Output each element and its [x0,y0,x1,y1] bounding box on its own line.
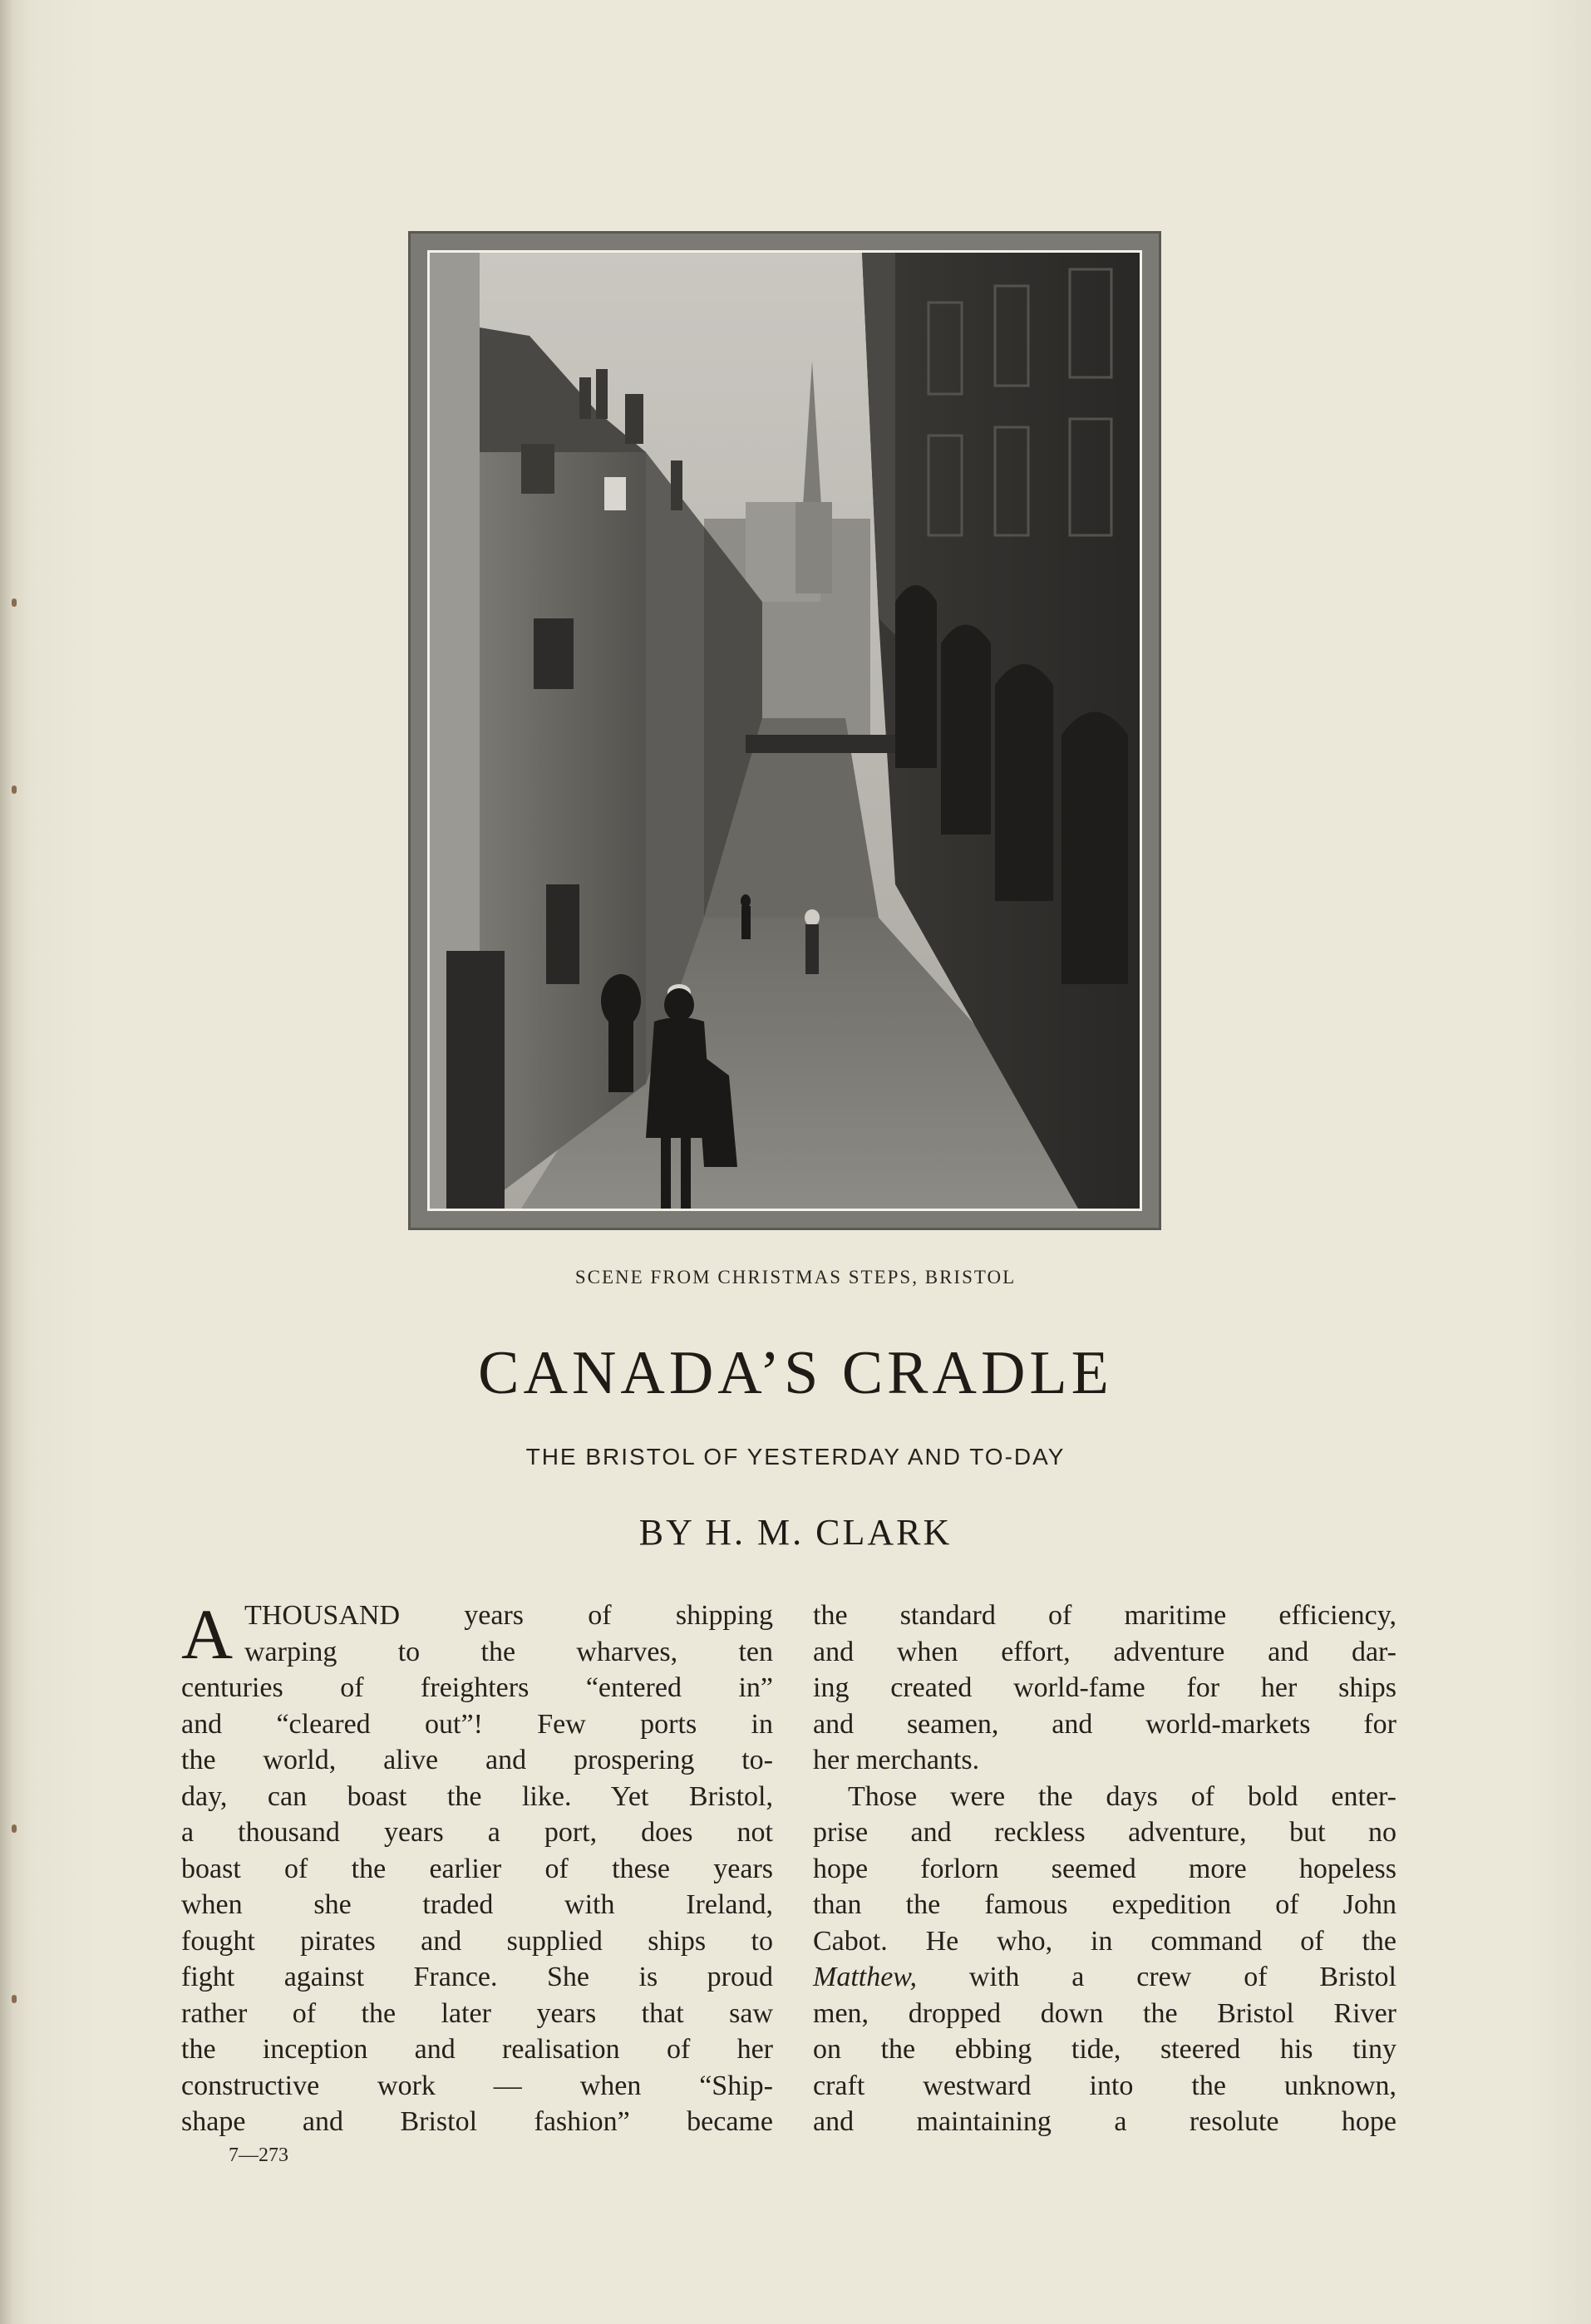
text-line: warping to the wharves, ten [244,1636,773,1667]
article-byline: BY H. M. CLARK [638,1512,953,1553]
drop-cap: A [181,1594,234,1674]
gutter-fold [0,0,12,2324]
text-line [813,1959,1396,1996]
figure-caption: SCENE FROM CHRISTMAS STEPS, BRISTOL [574,1267,1017,1288]
article-subtitle: THE BRISTOL OF YESTERDAY AND TO-DAY [525,1444,1066,1470]
text-line: when she traded with Ireland, [181,1889,773,1920]
text-line: THOUSAND years of shipping [244,1600,773,1631]
text-line: men, dropped down the Bristol River [813,1997,1396,2029]
text-line: the world, alive and prospering to- [181,1745,773,1775]
text-line: hope forlorn seemed more hopeless [813,1853,1396,1884]
text-line: the standard of maritime efficiency, [813,1600,1396,1631]
binding-mark [12,598,17,607]
text-line: her merchants. [813,1745,980,1775]
street-photograph [427,250,1142,1211]
paragraph [813,1779,1396,2140]
text-line: and seamen, and world-markets for [813,1708,1396,1740]
page-folio: 7—273 [229,2144,288,2166]
text-line: craft westward into the unknown, [813,2070,1396,2101]
text-line: fight against France. She is proud [181,1962,773,1992]
binding-mark [12,1824,17,1833]
text-line: shape and Bristol fashion” became [181,2106,773,2137]
text-line: constructive work — when “Ship- [181,2070,773,2101]
text-fragment: with a crew of Bristol [916,1962,1396,1992]
ship-name: Matthew, [813,1962,917,1992]
text-line: and maintaining a resolute hope [813,2106,1396,2137]
text-line: and “cleared out”! Few ports in [181,1708,773,1740]
text-line: than the famous expedition of John [813,1889,1396,1920]
text-line: day, can boast the like. Yet Bristol, [181,1780,773,1812]
article-title: CANADA’S CRADLE [478,1339,1113,1407]
text-line: a thousand years a port, does not [181,1817,773,1848]
column-left [181,1594,773,2140]
text-line: Those were the days of bold enter- [848,1780,1396,1812]
binding-mark [12,785,17,794]
paragraph [813,1598,1396,1779]
text-line: rather of the later years that saw [181,1997,773,2029]
text-line: on the ebbing tide, steered his tiny [813,2034,1396,2065]
text-line: and when effort, adventure and dar- [813,1636,1396,1667]
text-line: prise and reckless adventure, but no [813,1817,1396,1848]
text-line: ing created world-fame for her ships [813,1672,1396,1703]
text-line: boast of the earlier of these years [181,1853,773,1884]
text-line: the inception and realisation of her [181,2034,773,2065]
photo-frame [408,231,1161,1230]
paragraph [181,1594,773,2140]
column-right [813,1598,1396,2140]
binding-mark [12,1995,17,2003]
christmas-steps-photo [430,253,1140,1209]
text-line: fought pirates and supplied ships to [181,1925,773,1957]
text-line: centuries of freighters “entered in” [181,1672,773,1703]
text-line: Cabot. He who, in command of the [813,1925,1396,1957]
